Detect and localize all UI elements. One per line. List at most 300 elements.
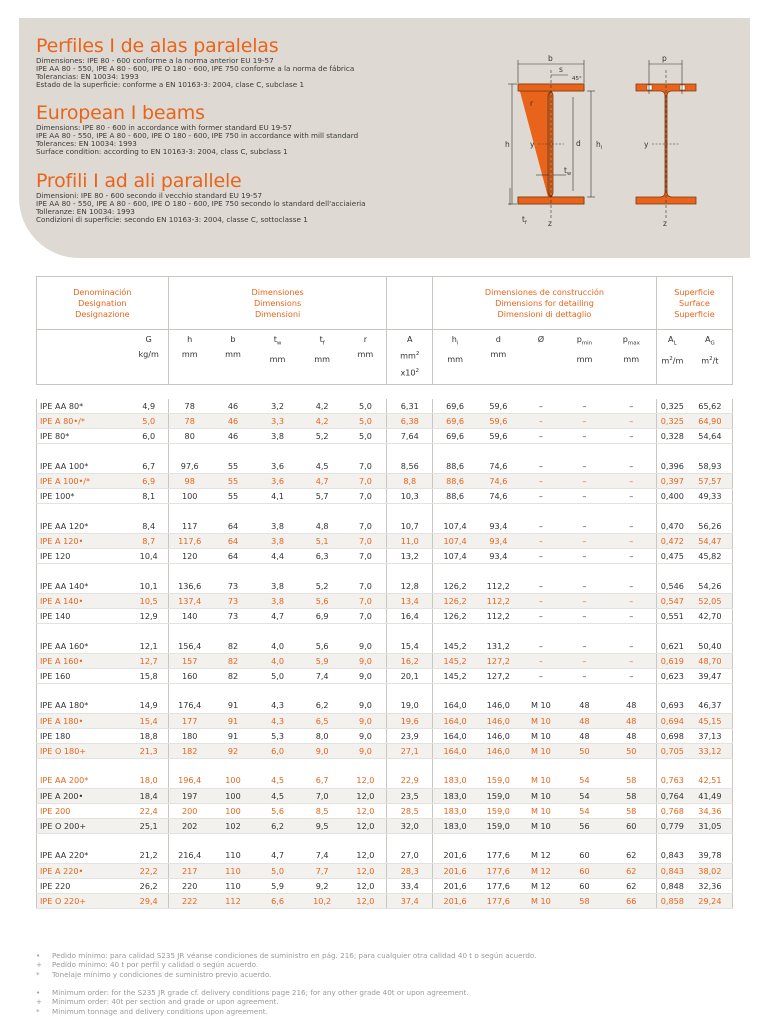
cell-pmax: – (607, 489, 657, 504)
row-designation: IPE A 120• (37, 533, 130, 548)
row-designation: IPE O 180+ (37, 743, 130, 758)
cell-b: 46 (211, 399, 256, 414)
cell-G: 15,8 (130, 668, 169, 683)
cell-b: 82 (211, 653, 256, 668)
cell-hi: 183,0 (433, 803, 478, 818)
table-row (37, 818, 733, 833)
cell-AG: 48,70 (688, 653, 733, 668)
cell-b: 91 (211, 728, 256, 743)
cell-d: 127,2 (477, 653, 520, 668)
cell-AG: 37,13 (688, 728, 733, 743)
cell-tf: 5,6 (300, 638, 345, 653)
cell-tw: 3,8 (255, 593, 300, 608)
cell-d: 146,0 (477, 743, 520, 758)
cell-hi: 69,6 (433, 399, 478, 414)
cell-hi: 69,6 (433, 414, 478, 429)
table-row (37, 668, 733, 683)
footnote-text: Pedido mínimo: 40 t por perfil y calidad o según acuerdo. (52, 960, 259, 970)
header-line: IPE AA 80 - 550, IPE A 80 - 600, IPE O 180 - 600, IPE 750 conforme a la norma de fábrica (36, 63, 355, 73)
cell-phi: – (520, 578, 563, 593)
cell-AL: 0,470 (656, 518, 687, 533)
cell-AG: 31,05 (688, 818, 733, 833)
cell-AL: 0,623 (656, 668, 687, 683)
cell-AL: 0,693 (656, 698, 687, 713)
row-designation: IPE O 200+ (37, 818, 130, 833)
table-row (37, 458, 733, 473)
group-blank (387, 277, 433, 330)
cell-d: 159,0 (477, 818, 520, 833)
header-line: IPE AA 80 - 550, IPE A 80 - 600, IPE O 180 - 600, IPE 750 in accordance with mill standard (36, 130, 359, 140)
cell-pmax: – (607, 653, 657, 668)
cell-phi: M 12 (520, 848, 563, 863)
footnote (36, 970, 736, 979)
cell-hi: 201,6 (433, 848, 478, 863)
cell-d: 146,0 (477, 698, 520, 713)
table-row (37, 743, 733, 758)
cell-phi: M 10 (520, 713, 563, 728)
footnote-mark: + (36, 997, 43, 1007)
cell-r: 9,0 (344, 728, 387, 743)
header-block-it (36, 170, 366, 224)
cell-tf: 5,6 (300, 593, 345, 608)
cell-AG: 54,47 (688, 533, 733, 548)
cell-G: 25,1 (130, 818, 169, 833)
cell-pmin: – (562, 429, 607, 444)
cell-AG: 42,70 (688, 608, 733, 623)
cell-b: 73 (211, 593, 256, 608)
cell-h: 78 (168, 399, 211, 414)
cell-b: 91 (211, 713, 256, 728)
cell-A: 11,0 (387, 533, 433, 548)
cell-d: 59,6 (477, 399, 520, 414)
cell-h: 196,4 (168, 773, 211, 788)
cell-hi: 164,0 (433, 743, 478, 758)
table-row (37, 548, 733, 563)
cell-d: 112,2 (477, 608, 520, 623)
footnote-text: Tonelaje mínimo y condiciones de suministro previo acuerdo. (52, 969, 272, 979)
cell-b: 82 (211, 638, 256, 653)
group-designation (37, 277, 169, 330)
cell-d: 59,6 (477, 429, 520, 444)
row-designation: IPE A 140• (37, 593, 130, 608)
cell-G: 12,7 (130, 653, 169, 668)
row-designation: IPE A 100•/* (37, 473, 130, 488)
cell-tw: 5,9 (255, 878, 300, 893)
cell-d: 159,0 (477, 803, 520, 818)
cell-d: 177,6 (477, 878, 520, 893)
cell-AL: 0,843 (656, 863, 687, 878)
cell-A: 12,8 (387, 578, 433, 593)
cell-AG: 54,64 (688, 429, 733, 444)
cell-phi: – (520, 399, 563, 414)
footnote (36, 1007, 736, 1016)
cell-pmin: – (562, 399, 607, 414)
row-designation: IPE AA 220* (37, 848, 130, 863)
cell-r: 12,0 (344, 893, 387, 908)
cell-r: 9,0 (344, 698, 387, 713)
cell-pmin: – (562, 414, 607, 429)
cell-hi: 69,6 (433, 429, 478, 444)
group-dimensions-line: Dimensioni (254, 308, 301, 319)
cell-hi: 88,6 (433, 489, 478, 504)
title-es: Perfiles I de alas paralelas (36, 35, 279, 57)
cell-hi: 88,6 (433, 473, 478, 488)
cell-tf: 7,4 (300, 848, 345, 863)
cell-h: 140 (168, 608, 211, 623)
cell-pmax: – (607, 593, 657, 608)
cell-b: 73 (211, 578, 256, 593)
dim-r-label: r (530, 99, 534, 108)
cell-A: 22,9 (387, 773, 433, 788)
dim-tf-label: $t_f$ (522, 215, 527, 226)
cell-tf: 4,7 (300, 473, 345, 488)
dim-h-label: h (505, 140, 510, 149)
cell-b: 64 (211, 518, 256, 533)
cell-AL: 0,619 (656, 653, 687, 668)
cell-d: 112,2 (477, 578, 520, 593)
cell-pmax: – (607, 548, 657, 563)
cell-pmax: – (607, 668, 657, 683)
cell-G: 12,1 (130, 638, 169, 653)
row-designation: IPE AA 120* (37, 518, 130, 533)
cell-h: 180 (168, 728, 211, 743)
cell-tw: 5,0 (255, 863, 300, 878)
cell-A: 16,4 (387, 608, 433, 623)
cell-A: 8,8 (387, 473, 433, 488)
cell-r: 7,0 (344, 608, 387, 623)
cell-A: 16,2 (387, 653, 433, 668)
cell-A: 15,4 (387, 638, 433, 653)
cell-AG: 29,24 (688, 893, 733, 908)
cell-A: 13,2 (387, 548, 433, 563)
header-spacer (37, 385, 733, 399)
cell-pmax: – (607, 518, 657, 533)
cell-tw: 3,2 (255, 399, 300, 414)
cell-d: 74,6 (477, 489, 520, 504)
cell-pmin: 58 (562, 893, 607, 908)
cell-d: 74,6 (477, 473, 520, 488)
cell-b: 46 (211, 414, 256, 429)
cell-A: 28,3 (387, 863, 433, 878)
cell-A: 27,0 (387, 848, 433, 863)
cell-G: 6,7 (130, 458, 169, 473)
cell-A: 7,64 (387, 429, 433, 444)
cell-AG: 54,26 (688, 578, 733, 593)
cell-h: 80 (168, 429, 211, 444)
cell-tw: 3,8 (255, 578, 300, 593)
cell-hi: 183,0 (433, 773, 478, 788)
cell-AG: 65,62 (688, 399, 733, 414)
cell-phi: M 10 (520, 698, 563, 713)
cell-b: 55 (211, 473, 256, 488)
row-gap (37, 564, 733, 579)
cell-pmin: 56 (562, 818, 607, 833)
cell-r: 12,0 (344, 773, 387, 788)
cell-r: 9,0 (344, 743, 387, 758)
axis-y-label: y (530, 140, 535, 149)
cell-b: 55 (211, 489, 256, 504)
cell-hi: 183,0 (433, 788, 478, 803)
cell-A: 20,1 (387, 668, 433, 683)
cell-d: 159,0 (477, 788, 520, 803)
cell-hi: 145,2 (433, 653, 478, 668)
cell-tf: 7,0 (300, 788, 345, 803)
row-designation: IPE 120 (37, 548, 130, 563)
cell-b: 100 (211, 788, 256, 803)
cell-G: 22,4 (130, 803, 169, 818)
cell-pmax: 66 (607, 893, 657, 908)
cell-tf: 4,2 (300, 399, 345, 414)
cell-h: 120 (168, 548, 211, 563)
dim-s-label: s (559, 65, 563, 74)
cell-r: 7,0 (344, 489, 387, 504)
row-designation: IPE AA 100* (37, 458, 130, 473)
cell-AG: 58,93 (688, 458, 733, 473)
cell-h: 216,4 (168, 848, 211, 863)
cell-d: 177,6 (477, 848, 520, 863)
cell-pmin: 54 (562, 773, 607, 788)
group-dimensions-line: Dimensions (253, 297, 302, 308)
table-row (37, 608, 733, 623)
cell-G: 22,2 (130, 863, 169, 878)
cell-AG: 45,15 (688, 713, 733, 728)
cell-tf: 6,3 (300, 548, 345, 563)
cell-pmax: – (607, 473, 657, 488)
cell-tw: 3,6 (255, 458, 300, 473)
cell-pmin: – (562, 489, 607, 504)
cell-r: 12,0 (344, 863, 387, 878)
cell-AG: 57,57 (688, 473, 733, 488)
cell-r: 12,0 (344, 848, 387, 863)
cell-pmin: – (562, 668, 607, 683)
cell-r: 12,0 (344, 818, 387, 833)
dim-tw-label: $t_w$ (564, 166, 572, 177)
cell-pmax: – (607, 578, 657, 593)
axis-z-label: z (548, 219, 552, 228)
column-header-pmin: $p_{min}$ mm (562, 330, 607, 385)
cell-phi: – (520, 608, 563, 623)
cell-pmax: – (607, 608, 657, 623)
cell-b: 64 (211, 533, 256, 548)
table-row (37, 713, 733, 728)
header-group-row (37, 277, 733, 330)
cell-b: 91 (211, 698, 256, 713)
cell-hi: 183,0 (433, 818, 478, 833)
cell-tf: 8,0 (300, 728, 345, 743)
cell-A: 6,38 (387, 414, 433, 429)
cell-tf: 6,9 (300, 608, 345, 623)
cell-tf: 5,9 (300, 653, 345, 668)
cell-G: 4,9 (130, 399, 169, 414)
cell-b: 112 (211, 893, 256, 908)
cell-phi: M 10 (520, 893, 563, 908)
cell-G: 12,9 (130, 608, 169, 623)
cell-d: 59,6 (477, 414, 520, 429)
cell-h: 78 (168, 414, 211, 429)
header-line: Tolleranze: EN 10034: 1993 (36, 206, 135, 216)
row-designation: IPE AA 160* (37, 638, 130, 653)
row-designation: IPE A 200• (37, 788, 130, 803)
cell-tf: 5,2 (300, 578, 345, 593)
header-line: Tolerancias: EN 10034: 1993 (36, 71, 139, 81)
cell-b: 110 (211, 878, 256, 893)
dim-p-label: p (662, 54, 667, 63)
cell-h: 98 (168, 473, 211, 488)
cell-G: 10,4 (130, 548, 169, 563)
cell-b: 82 (211, 668, 256, 683)
cell-hi: 164,0 (433, 698, 478, 713)
header-line: Dimensiones: IPE 80 - 600 conforme a la norma anterior EU 19-57 (36, 56, 274, 65)
row-designation: IPE 220 (37, 878, 130, 893)
cell-r: 7,0 (344, 458, 387, 473)
cell-h: 97,6 (168, 458, 211, 473)
cell-h: 117 (168, 518, 211, 533)
cell-AL: 0,397 (656, 473, 687, 488)
cell-tw: 4,5 (255, 788, 300, 803)
table-row (37, 518, 733, 533)
cell-pmax: – (607, 533, 657, 548)
cell-pmax: – (607, 414, 657, 429)
cell-h: 117,6 (168, 533, 211, 548)
cell-tw: 4,7 (255, 848, 300, 863)
cell-AL: 0,547 (656, 593, 687, 608)
cell-h: 217 (168, 863, 211, 878)
cell-G: 8,7 (130, 533, 169, 548)
group-dimensions-line: Dimensiones (251, 286, 304, 297)
row-designation: IPE AA 180* (37, 698, 130, 713)
cell-G: 18,4 (130, 788, 169, 803)
table-row (37, 773, 733, 788)
group-construction-line: Dimensions for detailing (495, 297, 594, 308)
cell-tw: 5,0 (255, 668, 300, 683)
cell-tw: 3,8 (255, 518, 300, 533)
table-row (37, 698, 733, 713)
cell-pmin: 50 (562, 743, 607, 758)
cell-r: 9,0 (344, 668, 387, 683)
footnote-text: Pedido mínimo: para calidad S235 JR véanse condiciones de suministro en pág. 216; para cualquier otra calidad 40 t o según acuerdo. (52, 951, 537, 960)
cell-h: 220 (168, 878, 211, 893)
row-designation: IPE AA 140* (37, 578, 130, 593)
cell-AL: 0,779 (656, 818, 687, 833)
cell-AG: 50,40 (688, 638, 733, 653)
column-header-r: r mm (344, 330, 387, 385)
table-row (37, 399, 733, 414)
cell-r: 7,0 (344, 578, 387, 593)
footnote (36, 951, 736, 960)
table-row (37, 489, 733, 504)
cell-A: 27,1 (387, 743, 433, 758)
row-gap (37, 758, 733, 773)
cell-G: 6,9 (130, 473, 169, 488)
cell-AG: 49,33 (688, 489, 733, 504)
cell-AL: 0,475 (656, 548, 687, 563)
cell-A: 23,9 (387, 728, 433, 743)
cell-h: 176,4 (168, 698, 211, 713)
cell-AL: 0,396 (656, 458, 687, 473)
cell-G: 10,1 (130, 578, 169, 593)
cell-tw: 4,1 (255, 489, 300, 504)
cell-G: 8,1 (130, 489, 169, 504)
cell-AG: 39,47 (688, 668, 733, 683)
cell-pmin: – (562, 533, 607, 548)
cell-G: 18,8 (130, 728, 169, 743)
cell-phi: – (520, 653, 563, 668)
cell-b: 110 (211, 863, 256, 878)
row-designation: IPE 100* (37, 489, 130, 504)
footnote (36, 988, 736, 997)
group-surface-line: Surface (679, 297, 710, 308)
cell-pmax: 50 (607, 743, 657, 758)
cell-tw: 4,0 (255, 653, 300, 668)
cell-phi: M 10 (520, 743, 563, 758)
cell-pmin: 48 (562, 698, 607, 713)
group-designation-line: Denominación (73, 286, 132, 297)
column-header-pmax: $p_{max}$ mm (607, 330, 657, 385)
table-row (37, 863, 733, 878)
cell-r: 5,0 (344, 399, 387, 414)
cell-hi: 107,4 (433, 518, 478, 533)
notes-es (36, 951, 736, 979)
cell-pmax: – (607, 638, 657, 653)
cell-tw: 4,7 (255, 608, 300, 623)
cell-pmin: 48 (562, 728, 607, 743)
cell-hi: 126,2 (433, 578, 478, 593)
cell-pmax: 58 (607, 773, 657, 788)
cell-h: 136,6 (168, 578, 211, 593)
cell-b: 46 (211, 429, 256, 444)
row-designation: IPE 180 (37, 728, 130, 743)
cell-hi: 201,6 (433, 863, 478, 878)
cell-tw: 4,0 (255, 638, 300, 653)
cell-h: 137,4 (168, 593, 211, 608)
cell-tw: 3,8 (255, 533, 300, 548)
beam-section-diagram (476, 50, 750, 235)
cell-d: 112,2 (477, 593, 520, 608)
cell-A: 6,31 (387, 399, 433, 414)
cell-r: 12,0 (344, 878, 387, 893)
title-it: Profili I ad ali parallele (36, 170, 242, 192)
header-line: Surface condition: according to EN 10163-3: 2004, class C, subclass 1 (36, 146, 288, 156)
table-row (37, 593, 733, 608)
dim-hi-label: $h_i$ (596, 140, 603, 151)
cell-pmax: 58 (607, 803, 657, 818)
cell-pmax: 62 (607, 878, 657, 893)
cell-G: 5,0 (130, 414, 169, 429)
cell-phi: M 10 (520, 803, 563, 818)
cell-pmin: 54 (562, 788, 607, 803)
column-header-AG: $A_G$ $m^2/t$ (688, 330, 733, 385)
cell-tw: 4,3 (255, 713, 300, 728)
table-row (37, 429, 733, 444)
table-row (37, 638, 733, 653)
cell-phi: M 10 (520, 773, 563, 788)
cell-pmin: – (562, 608, 607, 623)
cell-pmax: – (607, 429, 657, 444)
cell-pmin: – (562, 578, 607, 593)
cell-A: 10,7 (387, 518, 433, 533)
cell-pmin: 48 (562, 713, 607, 728)
row-gap (37, 683, 733, 698)
notes-en (36, 988, 736, 1016)
cell-tf: 5,7 (300, 489, 345, 504)
cell-r: 12,0 (344, 788, 387, 803)
cell-hi: 201,6 (433, 893, 478, 908)
cell-tf: 6,5 (300, 713, 345, 728)
cell-hi: 201,6 (433, 878, 478, 893)
column-header-tf: $t_f$ mm (300, 330, 345, 385)
cell-tw: 4,3 (255, 698, 300, 713)
cell-tf: 7,4 (300, 668, 345, 683)
